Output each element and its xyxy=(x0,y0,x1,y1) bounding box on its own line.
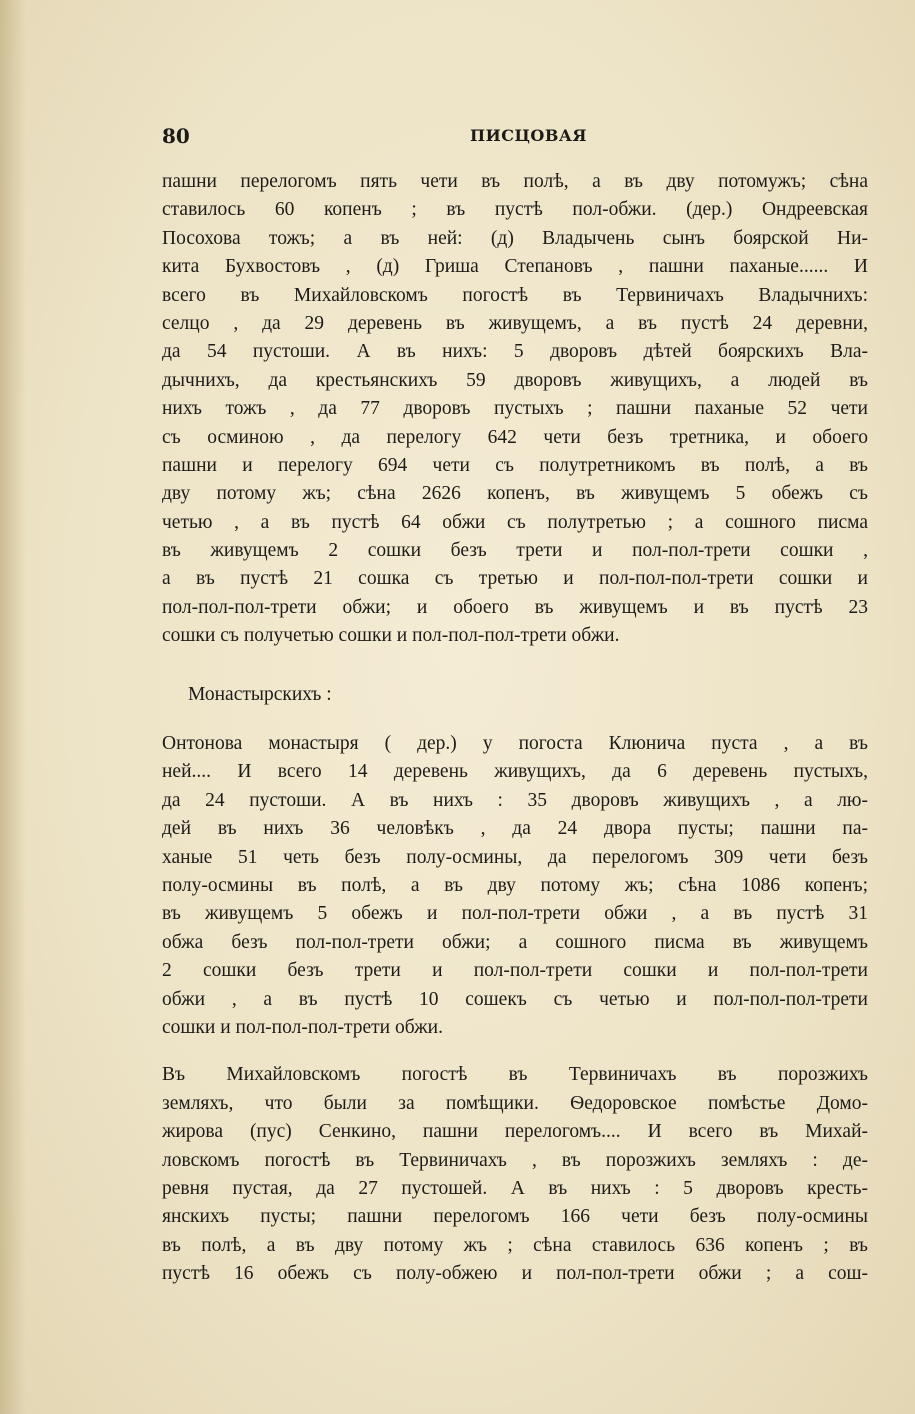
text-line: да 24 пустоши. А въ нихъ : 35 дворовъ живущихъ , а лю- xyxy=(162,789,868,811)
text-line: пашни и перелогу 694 чети съ полутретникомъ въ полѣ, а въ xyxy=(162,454,868,476)
text-line: ней.... И всего 14 деревень живущихъ, да 6 деревень пустыхъ, xyxy=(162,761,868,783)
text-line: въ живущемъ 5 обежъ и пол-пол-трети обжи , а въ пустѣ 31 xyxy=(162,903,868,925)
text-line: въ полѣ, а въ дву потому жъ ; сѣна ставилось 636 копенъ ; въ xyxy=(162,1234,868,1256)
text-line: да 54 пустоши. А въ нихъ: 5 дворовъ дѣтей боярскихъ Вла- xyxy=(162,341,868,363)
text-line: Посохова тожъ; а въ ней: (д) Владычень сынъ боярской Ни- xyxy=(162,227,868,249)
running-title: ПИСЦОВАЯ xyxy=(470,126,588,145)
text-line: ханые 51 четь безъ полу-осмины, да перелогомъ 309 чети безъ xyxy=(162,846,868,868)
text-line: ставилось 60 копенъ ; въ пустѣ пол-обжи. (дер.) Ондреевская xyxy=(162,199,868,221)
text-line: сошки съ получетью сошки и пол-пол-пол-трети обжи. xyxy=(162,625,620,647)
paragraph-3 xyxy=(162,1061,868,1288)
text-line: Въ Михайловскомъ погостѣ въ Тервиничахъ въ порозжихъ xyxy=(162,1064,868,1086)
paragraph-gap xyxy=(162,709,868,730)
section-heading: Монастырскихъ : xyxy=(188,683,332,705)
text-line: сошки и пол-пол-пол-трети обжи. xyxy=(162,1016,443,1038)
text-line: Онтонова монастыря ( дер.) у погоста Клюнича пуста , а въ xyxy=(162,733,868,755)
text-line: обжи , а въ пустѣ 10 сошекъ съ четью и пол-пол-пол-трети xyxy=(162,988,868,1010)
paragraph-gap xyxy=(162,1042,868,1061)
page-number: 80 xyxy=(162,124,190,148)
text-line: съ осминою , да перелогу 642 чети безъ третника, и обоего xyxy=(162,426,868,448)
text-line: ловскомъ погостѣ въ Тервиничахъ , въ порозжихъ земляхъ : де- xyxy=(162,1149,868,1171)
text-line: дву потому жъ; сѣна 2626 копенъ, въ живущемъ 5 обежъ съ xyxy=(162,483,868,505)
spine-shadow xyxy=(0,0,26,1414)
text-line: въ живущемъ 2 сошки безъ трети и пол-пол-трети сошки , xyxy=(162,540,868,562)
paragraph-gap xyxy=(162,651,868,681)
text-line: а въ пустѣ 21 сошка съ третью и пол-пол-пол-трети сошки и xyxy=(162,568,868,590)
text-line: селцо , да 29 деревень въ живущемъ, а въ пустѣ 24 деревни, xyxy=(162,312,868,334)
text-line: четью , а въ пустѣ 64 обжи съ полутретью ; а сошного писма xyxy=(162,511,868,533)
text-line: 2 сошки безъ трети и пол-пол-трети сошки и пол-пол-трети xyxy=(162,960,868,982)
text-line: пашни перелогомъ пять чети въ полѣ, а въ дву потомужъ; сѣна xyxy=(162,171,868,192)
text-line: всего въ Михайловскомъ погостѣ въ Тервиничахъ Владычнихъ: xyxy=(162,284,868,306)
text-line: нихъ тожъ , да 77 дворовъ пустыхъ ; пашни паханые 52 чети xyxy=(162,398,868,420)
text-line: полу-осмины въ полѣ, а въ дву потому жъ; сѣна 1086 копенъ; xyxy=(162,874,868,896)
text-line: дычнихъ, да крестьянскихъ 59 дворовъ живущихъ, а людей въ xyxy=(162,369,868,391)
page-header xyxy=(162,124,868,154)
paragraph-1 xyxy=(162,168,868,651)
paragraph-2 xyxy=(162,730,868,1042)
text-line: дей въ нихъ 36 человѣкъ , да 24 двора пусты; пашни па- xyxy=(162,818,868,840)
text-line: янскихъ пусты; пашни перелогомъ 166 чети безъ полу-осмины xyxy=(162,1206,868,1228)
body-text xyxy=(162,168,868,1288)
text-line: ревня пустая, да 27 пустошей. А въ нихъ : 5 дворовъ кресть- xyxy=(162,1177,868,1199)
text-line: земляхъ, что были за помѣщики. Ѳедоровское помѣстье Домо- xyxy=(162,1092,868,1114)
text-line: пол-пол-пол-трети обжи; и обоего въ живущемъ и въ пустѣ 23 xyxy=(162,596,868,618)
text-line: жирова (пус) Сенкино, пашни перелогомъ.... И всего въ Михай- xyxy=(162,1121,868,1143)
text-line: обжа безъ пол-пол-трети обжи; а сошного писма въ живущемъ xyxy=(162,931,868,953)
text-line: кита Бухвостовъ , (д) Гриша Степановъ , пашни паханые...... И xyxy=(162,256,868,278)
text-line: пустѣ 16 обежъ съ полу-обжею и пол-пол-трети обжи ; а сош- xyxy=(162,1263,868,1285)
